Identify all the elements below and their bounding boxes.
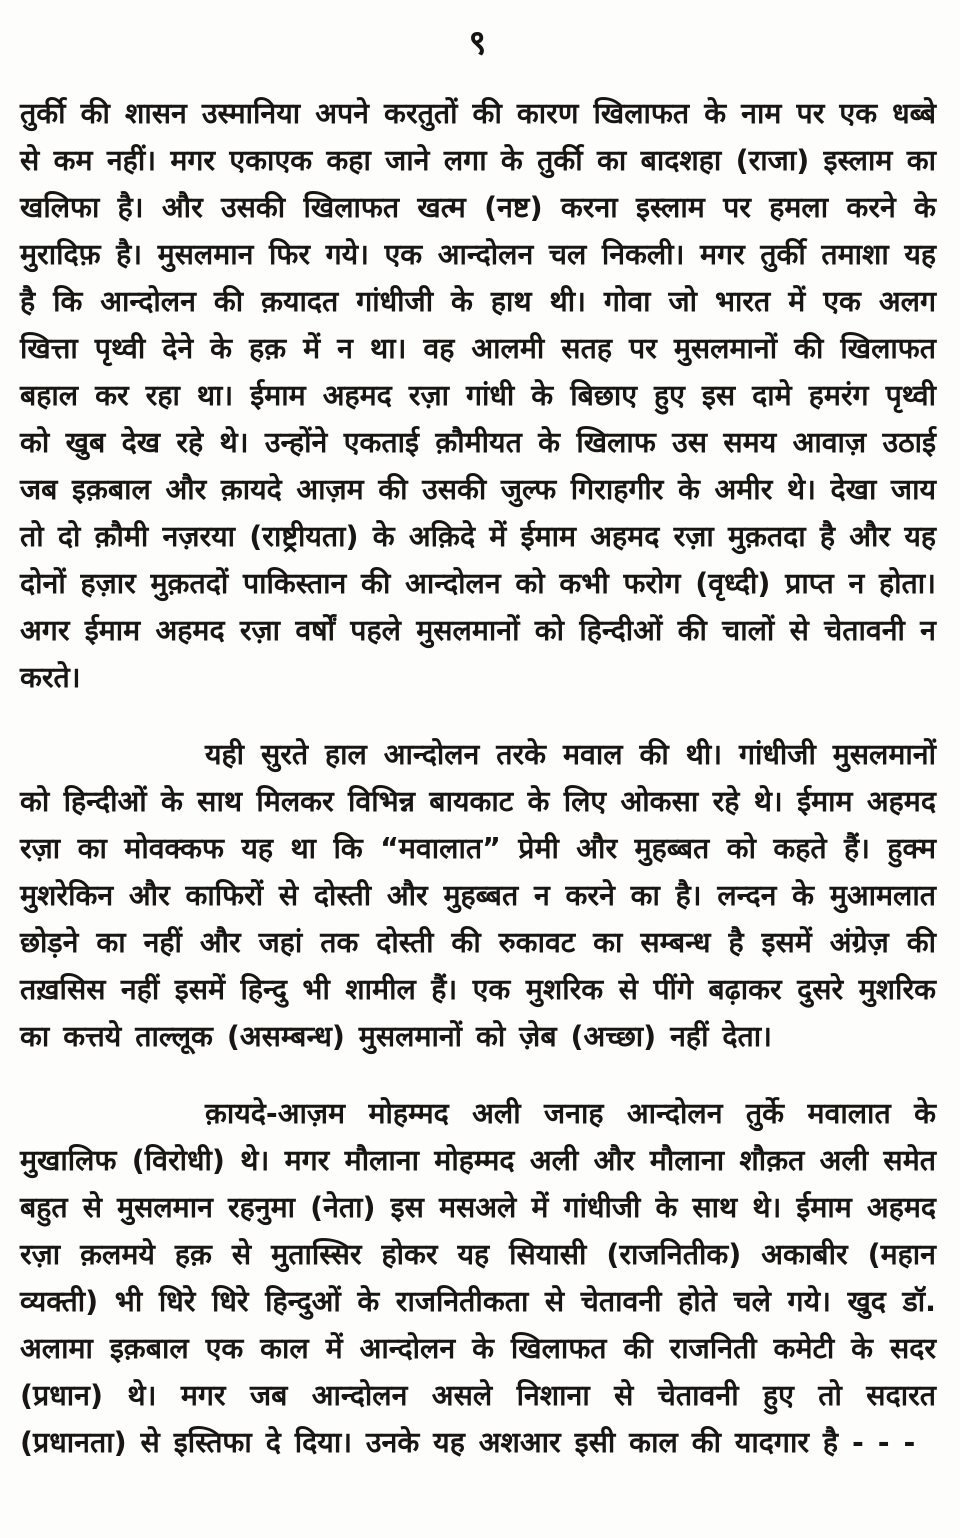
paragraph-3: क़ायदे-आज़म मोहम्मद अली जनाह आन्दोलन तुर्के मवालात के मुखालिफ (विरोधी) थे। मगर मौलाना मोहम्मद अली और मौलाना शौक़त अली समेत बहुत से मुसलमान रहनुमा (नेता) इस मसअले में गांधीजी के साथ थे। ईमाम अहमद रज़ा क़लमये हक़ से मुतास्सिर होकर यह सियासी (राजनितीक) अकाबीर (महान व्यक्ती) भी धिरे धिरे हिन्दुओं के राजनितीकता से चेतावनी होते चले गये। खुद डॉ. अलामा इक़बाल एक काल में आन्दोलन के खिलाफत की राजनिती कमेटी के सदर (प्रधान) थे। मगर जब आन्दोलन असले निशाना से चेतावनी हुए तो सदारत (प्रधानता) से इस्तिफा दे दिया। उनके यह अशआर इसी काल की यादगार है - - -: [20, 1097, 936, 1459]
paragraph-2: यही सुरते हाल आन्दोलन तरके मवाल की थी। गांधीजी मुसलमानों को हिन्दीओं के साथ मिलकर विभिन्न बायकाट के लिए ओकसा रहे थे। ईमाम अहमद रज़ा का मोवक्कफ यह था कि “मवालात” प्रेमी और मुहब्बत को कहते हैं। हुक्म मुशरेकिन और काफिरों से दोस्ती और मुहब्बत न करने का है। लन्दन के मुआमलात छोड़ने का नहीं और जहां तक दोस्ती की रुकावट का सम्बन्ध है इसमें अंग्रेज़ की तख़सिस नहीं इसमें हिन्दु भी शामील हैं। एक मुशरिक से पींगे बढ़ाकर दुसरे मुशरिक का कत्तये ताल्लूक (असम्बन्ध) मुसलमानों को ज़ेब (अच्छा) नहीं देता।: [20, 738, 936, 1053]
page-number: ९: [468, 23, 488, 63]
paragraph-1: तुर्की की शासन उस्मानिया अपने करतुतों की कारण खिलाफत के नाम पर एक धब्बे से कम नहीं। मगर एकाएक कहा जाने लगा के तुर्की का बादशहा (राजा) इस्लाम का खलिफा है। और उसकी खिलाफत खत्म (नष्ट) करना इस्लाम पर हमला करने के मुरादिफ़ है। मुसलमान फिर गये। एक आन्दोलन चल निकली। मगर तुर्की तमाशा यह है कि आन्दोलन की क़यादत गांधीजी के हाथ थी। गोवा जो भारत में एक अलग खित्ता पृथ्वी देने के हक़ में न था। वह आलमी सतह पर मुसलमानों की खिलाफत बहाल कर रहा था। ईमाम अहमद रज़ा गांधी के बिछाए हुए इस दामे हमरंग पृथ्वी को खुब देख रहे थे। उन्होंने एकताई क़ौमीयत के खिलाफ उस समय आवाज़ उठाई जब इक़बाल और क़ायदे आज़म की उसकी जुल्फ गिराहगीर के अमीर थे। देखा जाय तो दो क़ौमी नज़रया (राष्ट्रीयता) के अक़िदे में ईमाम अहमद रज़ा मुक़तदा है और यह दोनों हज़ार मुक़तदों पाकिस्तान की आन्दोलन को कभी फरोग (वृध्दी) प्राप्त न होता। अगर ईमाम अहमद रज़ा वर्षों पहले मुसलमानों को हिन्दीओं की चालों से चेतावनी न करते।: [20, 97, 936, 694]
page-body: [20, 90, 936, 1466]
